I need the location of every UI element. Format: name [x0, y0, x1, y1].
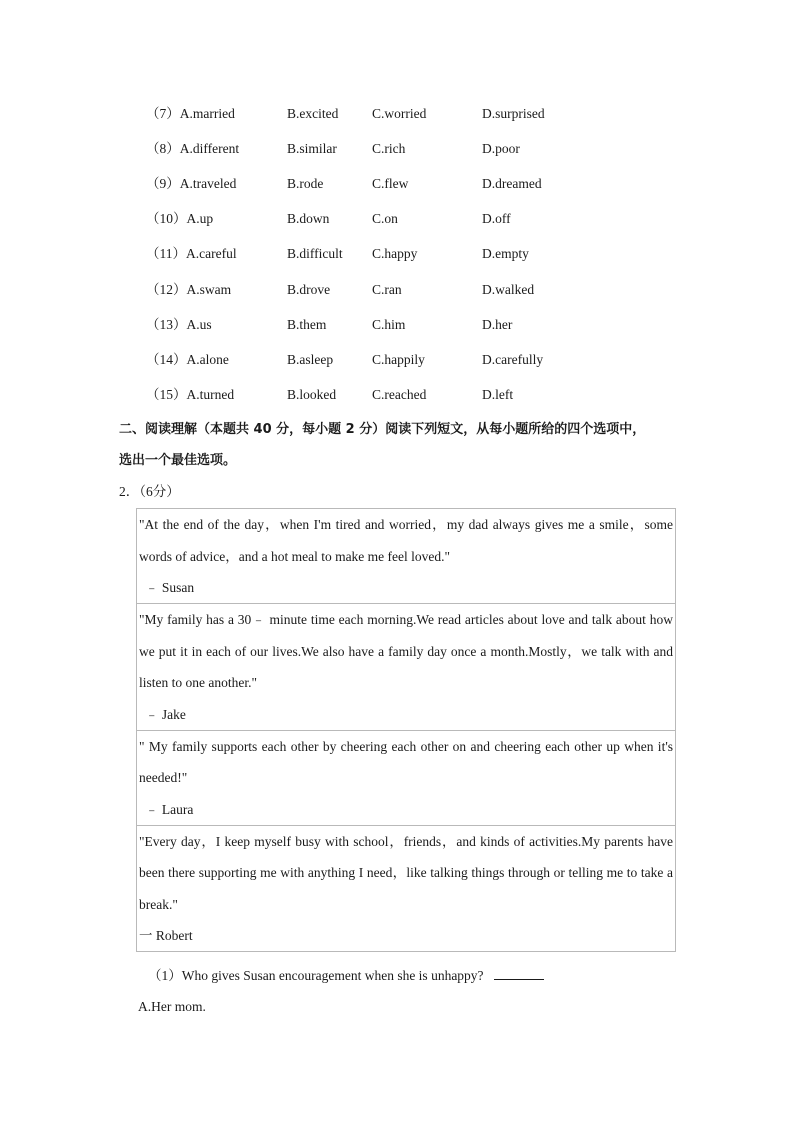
option-c: C.on [372, 211, 398, 226]
question-number: 2．（6分） [119, 484, 180, 499]
option-b: B.similar [287, 141, 337, 156]
option-a: （13）A.us [146, 317, 212, 332]
option-c: C.ran [372, 282, 402, 297]
quote-author: ﹣ Laura [145, 801, 194, 817]
quote-cell [137, 604, 675, 731]
quote-author: ﹣ Jake [145, 706, 186, 722]
quote-table [136, 508, 676, 952]
quote-text: "At the end of the day，when I'm tired and worried，my dad always gives me a smile，some words of advice，and a hot meal to make me feel loved." [139, 517, 673, 564]
quote-text: "My family has a 30﹣ minute time each morning.We read articles about love and talk about how we put it in each of our lives.We also have a family day once a month.Mostly，we talk with and listen to one another." [139, 612, 673, 690]
option-d: D.dreamed [482, 176, 542, 191]
option-a: （10）A.up [146, 211, 214, 226]
option-a: （9）A.traveled [146, 176, 237, 191]
option-d: D.carefully [482, 352, 544, 367]
option-d: D.left [482, 387, 514, 402]
option-b: B.excited [287, 106, 339, 121]
option-c: C.flew [372, 176, 409, 191]
option-c: C.him [372, 317, 406, 332]
option-a: （8）A.different [146, 141, 240, 156]
option-c: C.happily [372, 352, 425, 367]
quote-cell [137, 509, 675, 604]
quote-cell [137, 826, 675, 952]
option-d: D.surprised [482, 106, 545, 121]
option-c: C.worried [372, 106, 427, 121]
option-b: B.them [287, 317, 327, 332]
option-b: B.asleep [287, 352, 334, 367]
option-d: D.poor [482, 141, 520, 156]
option-c: C.happy [372, 246, 418, 261]
option-a: （12）A.swam [146, 282, 232, 297]
quote-author: ﹣ Susan [145, 580, 195, 595]
section-heading: 二、阅读理解（本题共 40 分，每小题 2 分）阅读下列短文，从每小题所给的四个选项中， [119, 422, 646, 437]
option-a: （7）A.married [146, 106, 235, 121]
option-a: （15）A.turned [146, 387, 235, 402]
answer-option-a: A.Her mom. [138, 999, 206, 1014]
option-d: D.her [482, 317, 513, 332]
option-c: C.reached [372, 387, 427, 402]
option-b: B.looked [287, 387, 337, 402]
quote-cell [137, 731, 675, 826]
answer-blank [494, 967, 544, 980]
option-d: D.walked [482, 282, 535, 297]
option-d: D.off [482, 211, 511, 226]
option-b: B.difficult [287, 246, 343, 261]
option-b: B.down [287, 211, 330, 226]
quote-author: 一 Robert [139, 928, 193, 943]
sub-question-text: （1）Who gives Susan encouragement when she is unhappy? [148, 968, 484, 983]
option-b: B.drove [287, 282, 331, 297]
option-a: （11）A.careful [146, 246, 237, 261]
quote-text: "Every day，I keep myself busy with school，friends，and kinds of activities.My parents have been there supporting me with anything I need，like talking things through or telling me to take a break." [139, 833, 673, 912]
option-a: （14）A.alone [146, 352, 229, 367]
option-b: B.rode [287, 176, 324, 191]
section-heading-cont: 选出一个最佳选项。 [119, 453, 237, 468]
option-c: C.rich [372, 141, 406, 156]
sub-question [148, 966, 544, 986]
quote-text: " My family supports each other by cheering each other on and cheering each other up when it's needed!" [139, 738, 673, 785]
option-d: D.empty [482, 246, 529, 261]
